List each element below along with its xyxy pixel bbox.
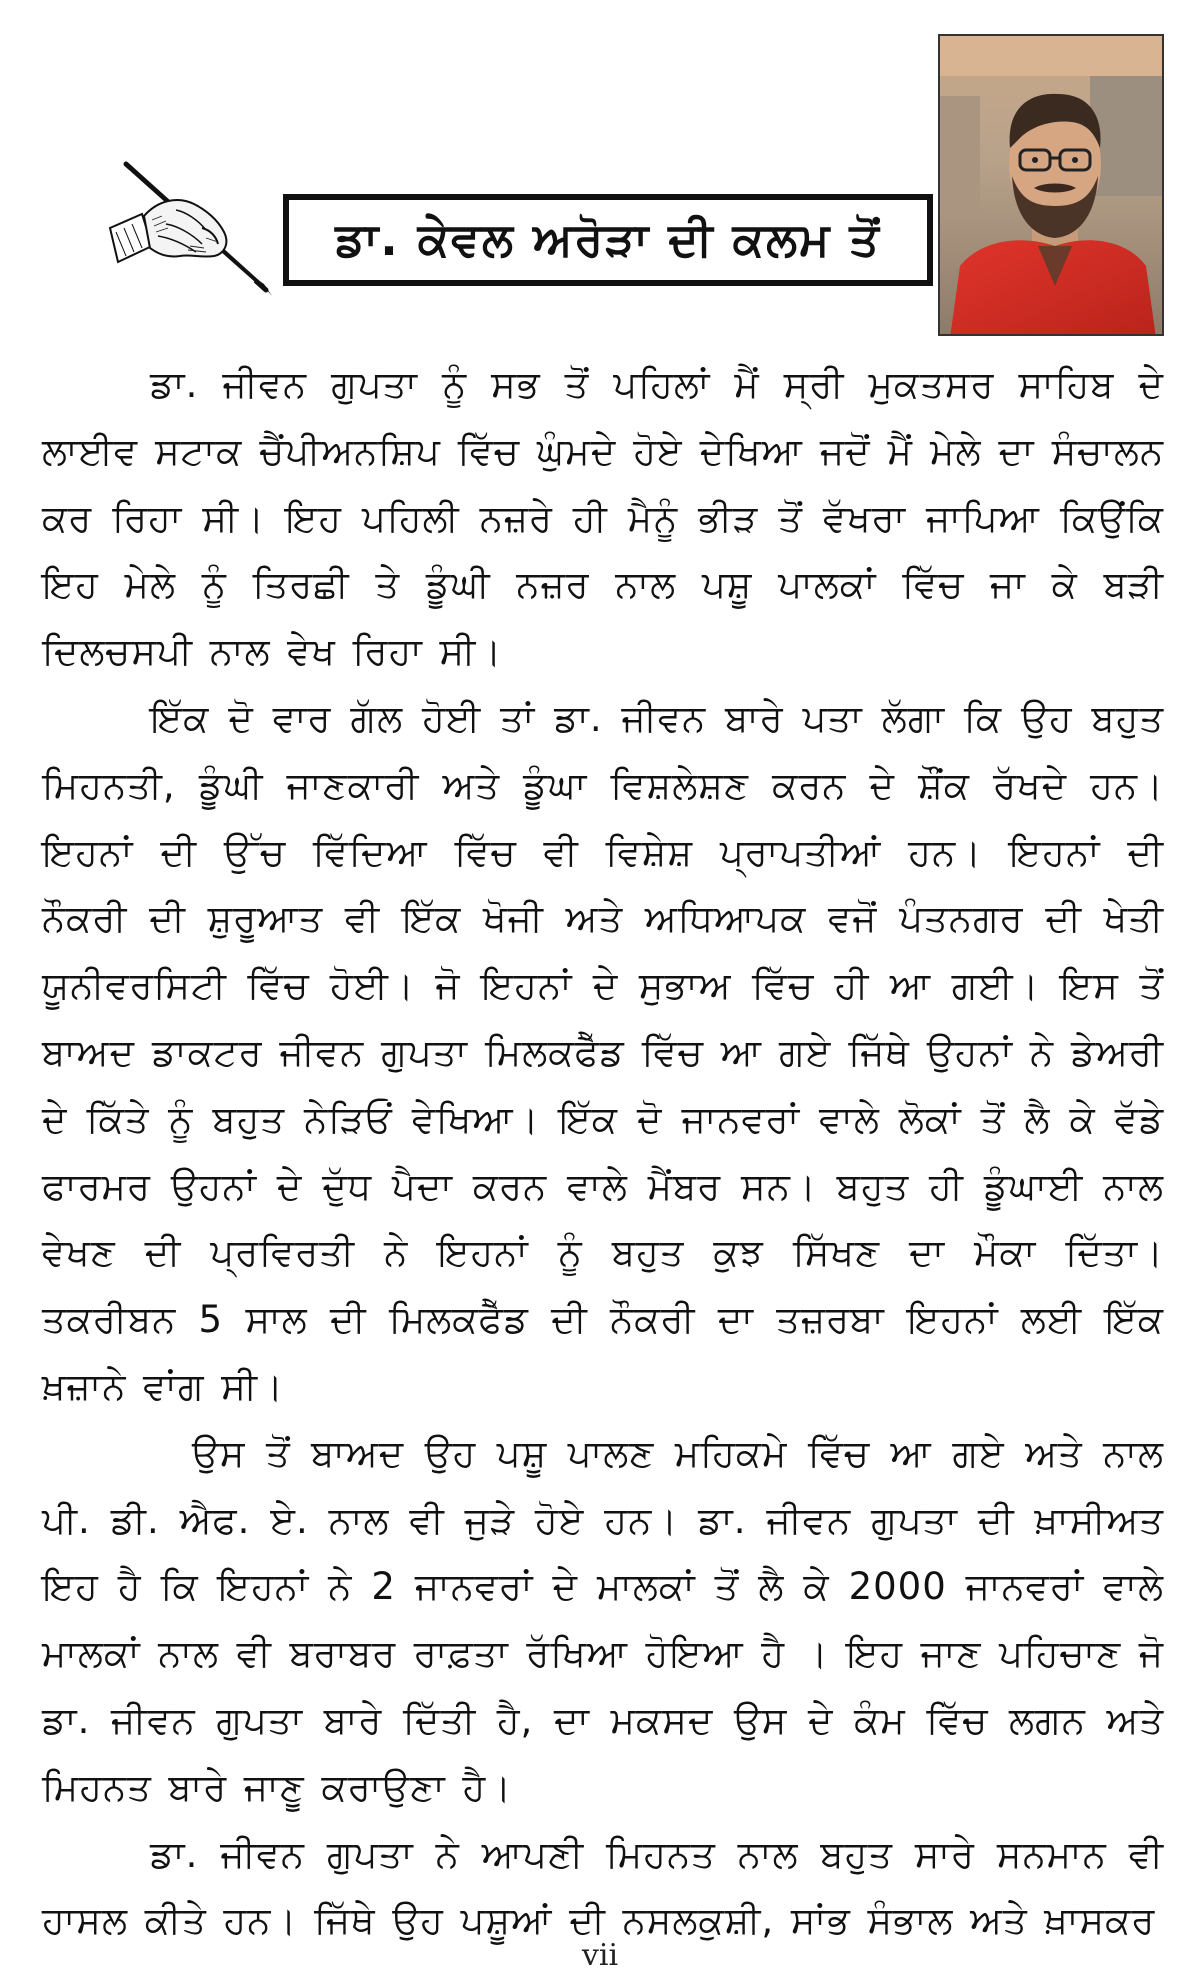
page-number: vii [581,1938,619,1973]
author-portrait-photo [938,34,1164,336]
article-body [42,352,1164,1955]
paragraph-3: ਉਸ ਤੋਂ ਬਾਅਦ ਉਹ ਪਸ਼ੂ ਪਾਲਣ ਮਹਿਕਮੇ ਵਿੱਚ ਆ ਗਏ ਅਤੇ ਨਾਲ ਪੀ. ਡੀ. ਐਫ. ਏ. ਨਾਲ ਵੀ ਜੁੜੇ ਹੋਏ ਹਨ। ਡਾ. ਜੀਵਨ ਗੁਪਤਾ ਦੀ ਖ਼ਾਸੀਅਤ ਇਹ ਹੈ ਕਿ ਇਹਨਾਂ ਨੇ 2 ਜਾਨਵਰਾਂ ਦੇ ਮਾਲਕਾਂ ਤੋਂ ਲੈ ਕੇ 2000 ਜਾਨਵਰਾਂ ਵਾਲੇ ਮਾਲਕਾਂ ਨਾਲ ਵੀ ਬਰਾਬਰ ਰਾਫ਼ਤਾ ਰੱਖਿਆ ਹੋਇਆ ਹੈ । ਇਹ ਜਾਣ ਪਹਿਚਾਣ ਜੋ ਡਾ. ਜੀਵਨ ਗੁਪਤਾ ਬਾਰੇ ਦਿੱਤੀ ਹੈ, ਦਾ ਮਕਸਦ ਉਸ ਦੇ ਕੰਮ ਵਿੱਚ ਲਗਨ ਅਤੇ ਮਿਹਨਤ ਬਾਰੇ ਜਾਣੂ ਕਰਾਉਣਾ ਹੈ। [42,1431,1165,1809]
paragraph-2: ਇੱਕ ਦੋ ਵਾਰ ਗੱਲ ਹੋਈ ਤਾਂ ਡਾ. ਜੀਵਨ ਬਾਰੇ ਪਤਾ ਲੱਗਾ ਕਿ ਉਹ ਬਹੁਤ ਮਿਹਨਤੀ, ਡੂੰਘੀ ਜਾਣਕਾਰੀ ਅਤੇ ਡੂੰਘਾ ਵਿਸ਼ਲੇਸ਼ਣ ਕਰਨ ਦੇ ਸ਼ੌਂਕ ਰੱਖਦੇ ਹਨ। ਇਹਨਾਂ ਦੀ ਉੱਚ ਵਿੱਦਿਆ ਵਿੱਚ ਵੀ ਵਿਸ਼ੇਸ਼ ਪ੍ਰਾਪਤੀਆਂ ਹਨ। ਇਹਨਾਂ ਦੀ ਨੌਕਰੀ ਦੀ ਸ਼ੁਰੂਆਤ ਵੀ ਇੱਕ ਖੋਜੀ ਅਤੇ ਅਧਿਆਪਕ ਵਜੋਂ ਪੰਤਨਗਰ ਦੀ ਖੇਤੀ ਯੂਨੀਵਰਸਿਟੀ ਵਿੱਚ ਹੋਈ। ਜੋ ਇਹਨਾਂ ਦੇ ਸੁਭਾਅ ਵਿੱਚ ਹੀ ਆ ਗਈ। ਇਸ ਤੋਂ ਬਾਅਦ ਡਾਕਟਰ ਜੀਵਨ ਗੁਪਤਾ ਮਿਲਕਫੈੱਡ ਵਿੱਚ ਆ ਗਏ ਜਿੱਥੇ ਉਹਨਾਂ ਨੇ ਡੇਅਰੀ ਦੇ ਕਿੱਤੇ ਨੂੰ ਬਹੁਤ ਨੇੜਿਓਂ ਵੇਖਿਆ। ਇੱਕ ਦੋ ਜਾਨਵਰਾਂ ਵਾਲੇ ਲੋਕਾਂ ਤੋਂ ਲੈ ਕੇ ਵੱਡੇ ਫਾਰਮਰ ਉਹਨਾਂ ਦੇ ਦੁੱਧ ਪੈਦਾ ਕਰਨ ਵਾਲੇ ਮੈਂਬਰ ਸਨ। ਬਹੁਤ ਹੀ ਡੂੰਘਾਈ ਨਾਲ ਵੇਖਣ ਦੀ ਪ੍ਰਵਿਰਤੀ ਨੇ ਇਹਨਾਂ ਨੂੰ ਬਹੁਤ ਕੁਝ ਸਿੱਖਣ ਦਾ ਮੌਕਾ ਦਿੱਤਾ। ਤਕਰੀਬਨ 5 ਸਾਲ ਦੀ ਮਿਲਕਫੈੱਡ ਦੀ ਨੌਕਰੀ ਦਾ ਤਜ਼ਰਬਾ ਇਹਨਾਂ ਲਈ ਇੱਕ ਖ਼ਜ਼ਾਨੇ ਵਾਂਗ ਸੀ। [42,696,1164,1408]
paragraph-1: ਡਾ. ਜੀਵਨ ਗੁਪਤਾ ਨੂੰ ਸਭ ਤੋਂ ਪਹਿਲਾਂ ਮੈਂ ਸ੍ਰੀ ਮੁਕਤਸਰ ਸਾਹਿਬ ਦੇ ਲਾਈਵ ਸਟਾਕ ਚੈਂਪੀਅਨਸ਼ਿਪ ਵਿੱਚ ਘੁੰਮਦੇ ਹੋਏ ਦੇਖਿਆ ਜਦੋਂ ਮੈਂ ਮੇਲੇ ਦਾ ਸੰਚਾਲਨ ਕਰ ਰਿਹਾ ਸੀ। ਇਹ ਪਹਿਲੀ ਨਜ਼ਰੇ ਹੀ ਮੈਨੂੰ ਭੀੜ ਤੋਂ ਵੱਖਰਾ ਜਾਪਿਆ ਕਿਉਂਕਿ ਇਹ ਮੇਲੇ ਨੂੰ ਤਿਰਛੀ ਤੇ ਡੂੰਘੀ ਨਜ਼ਰ ਨਾਲ ਪਸ਼ੂ ਪਾਲਕਾਂ ਵਿੱਚ ਜਾ ਕੇ ਬੜੀ ਦਿਲਚਸਪੀ ਨਾਲ ਵੇਖ ਰਿਹਾ ਸੀ। [42,363,1164,674]
column-title: ਡਾ. ਕੇਵਲ ਅਰੋੜਾ ਦੀ ਕਲਮ ਤੋਂ [335,212,881,266]
column-title-box [283,194,933,286]
hand-writing-pen-icon [106,158,276,298]
paragraph-4: ਡਾ. ਜੀਵਨ ਗੁਪਤਾ ਨੇ ਆਪਣੀ ਮਿਹਨਤ ਨਾਲ ਬਹੁਤ ਸਾਰੇ ਸਨਮਾਨ ਵੀ ਹਾਸਲ ਕੀਤੇ ਹਨ। ਜਿੱਥੇ ਉਹ ਪਸ਼ੂਆਂ ਦੀ ਨਸਲਕੁਸ਼ੀ, ਸਾਂਭ ਸੰਭਾਲ ਅਤੇ ਖ਼ਾਸਕਰ [42,1832,1164,1943]
